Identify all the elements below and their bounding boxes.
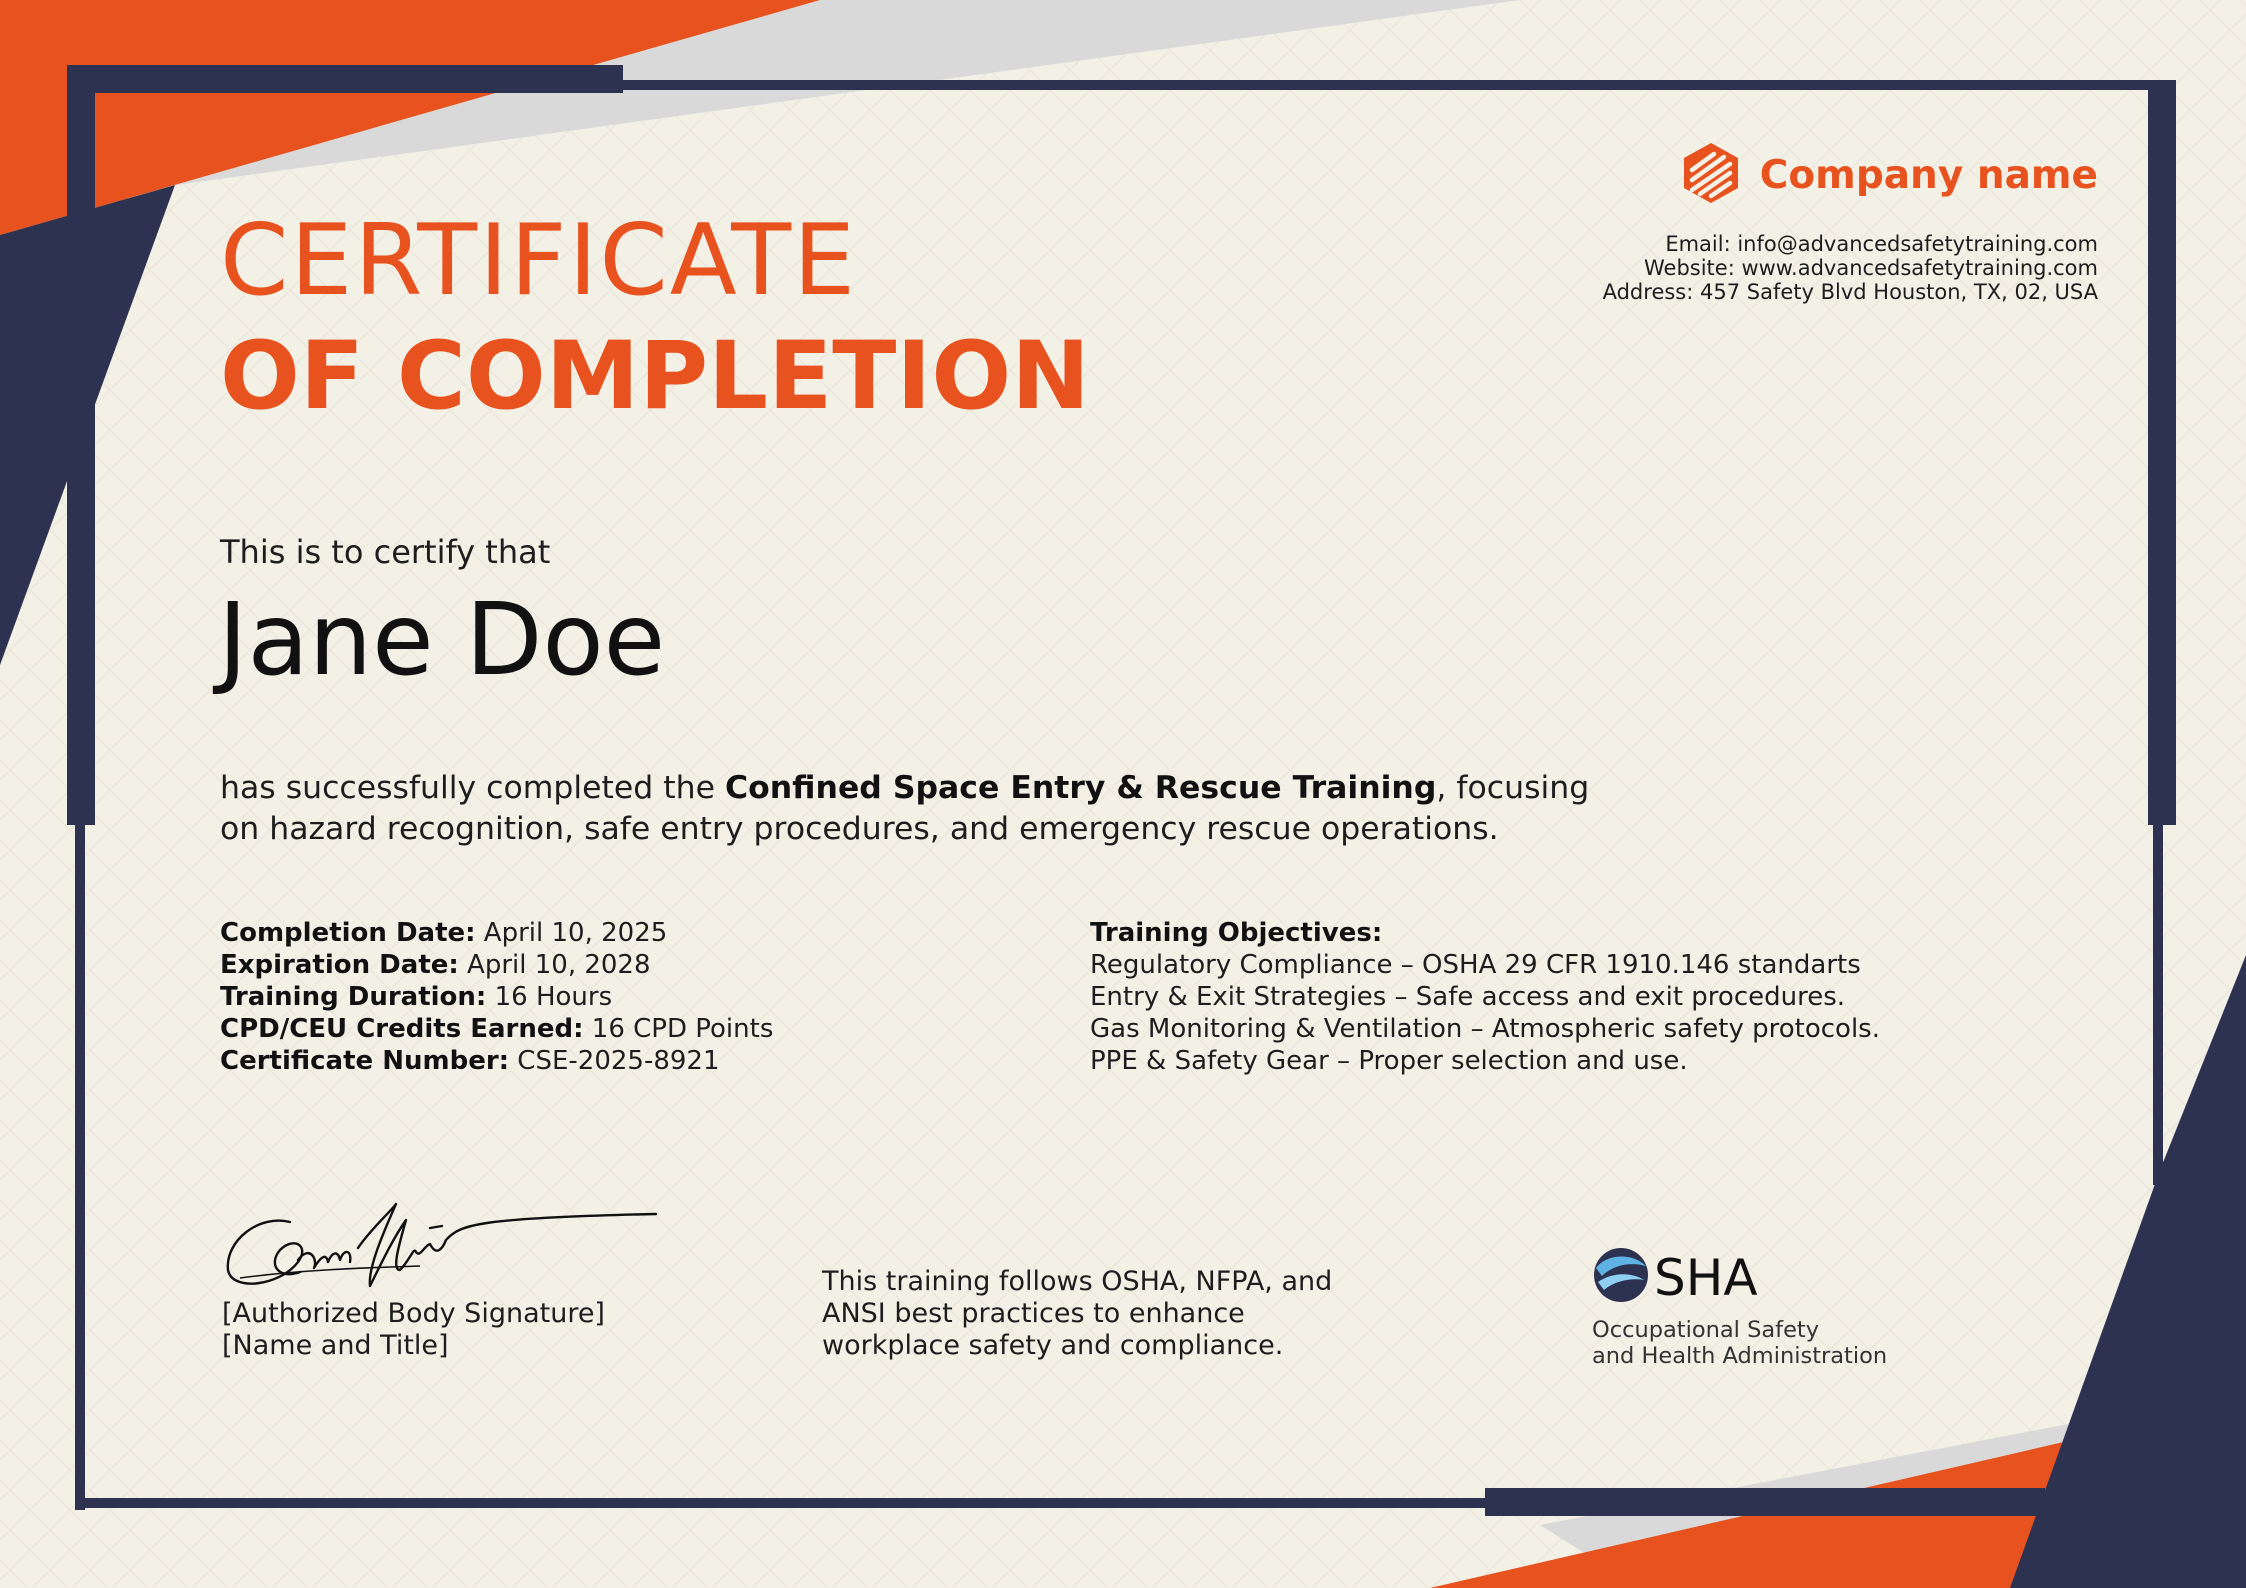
osha-logo <box>1592 1246 1887 1369</box>
course-name: Confined Space Entry & Rescue Training <box>724 770 1437 806</box>
detail-value: CSE-2025-8921 <box>509 1046 720 1076</box>
certificate-title-line2: OF COMPLETION <box>220 322 1090 431</box>
certificate-title-line1: CERTIFICATE <box>220 204 857 318</box>
detail-value: 16 CPD Points <box>583 1014 774 1044</box>
detail-label: CPD/CEU Credits Earned: <box>220 1014 584 1044</box>
company-email: Email: info@advancedsafetytraining.com <box>1665 232 2098 256</box>
company-header <box>1678 140 2098 211</box>
certificate-details <box>220 917 773 1077</box>
osha-globe-icon <box>1592 1246 1650 1309</box>
detail-label: Completion Date: <box>220 918 476 948</box>
compliance-note: This training follows OSHA, NFPA, and ANSI best practices to enhance workplace safety and compliance. <box>822 1266 1333 1361</box>
certify-text: This is to certify that <box>220 533 551 571</box>
detail-value: 16 Hours <box>486 982 613 1012</box>
signature-image <box>220 1200 670 1300</box>
recipient-name: Jane Doe <box>218 581 666 698</box>
objectives-heading: Training Objectives: <box>1090 918 1383 948</box>
completion-description <box>220 768 1600 850</box>
detail-row <box>220 1013 773 1045</box>
osha-mark-text: SHA <box>1654 1248 1758 1307</box>
detail-label: Training Duration: <box>220 982 487 1012</box>
hexagon-stripes-icon <box>1678 140 1744 211</box>
detail-value: April 10, 2025 <box>475 918 668 948</box>
detail-row <box>220 981 773 1013</box>
company-contact <box>1603 232 2098 304</box>
signatory-name-title: [Name and Title] <box>222 1330 449 1361</box>
detail-label: Expiration Date: <box>220 950 459 980</box>
description-suffix: , focusing on hazard recognition, safe entry procedures, and emergency rescue operations. <box>220 770 1590 847</box>
signature-label: [Authorized Body Signature] <box>222 1298 605 1329</box>
signature-caption <box>222 1298 605 1362</box>
description-prefix: has successfully completed the <box>220 770 725 806</box>
detail-row <box>220 1045 773 1077</box>
detail-row <box>220 949 773 981</box>
osha-subtitle-line1: Occupational Safety <box>1592 1317 1820 1343</box>
company-website: Website: www.advancedsafetytraining.com <box>1643 256 2098 280</box>
osha-subtitle-line2: and Health Administration <box>1592 1343 1888 1369</box>
objective-item: Regulatory Compliance – OSHA 29 CFR 1910.146 standarts <box>1090 950 1861 980</box>
training-objectives <box>1090 917 1880 1077</box>
detail-value: April 10, 2028 <box>458 950 651 980</box>
detail-row <box>220 917 773 949</box>
objective-item: Gas Monitoring & Ventilation – Atmospheric safety protocols. <box>1090 1014 1880 1044</box>
company-name: Company name <box>1759 153 2098 198</box>
detail-label: Certificate Number: <box>220 1046 510 1076</box>
objective-item: PPE & Safety Gear – Proper selection and use. <box>1090 1046 1688 1076</box>
company-address: Address: 457 Safety Blvd Houston, TX, 02, USA <box>1602 280 2098 304</box>
objective-item: Entry & Exit Strategies – Safe access and exit procedures. <box>1090 982 1846 1012</box>
